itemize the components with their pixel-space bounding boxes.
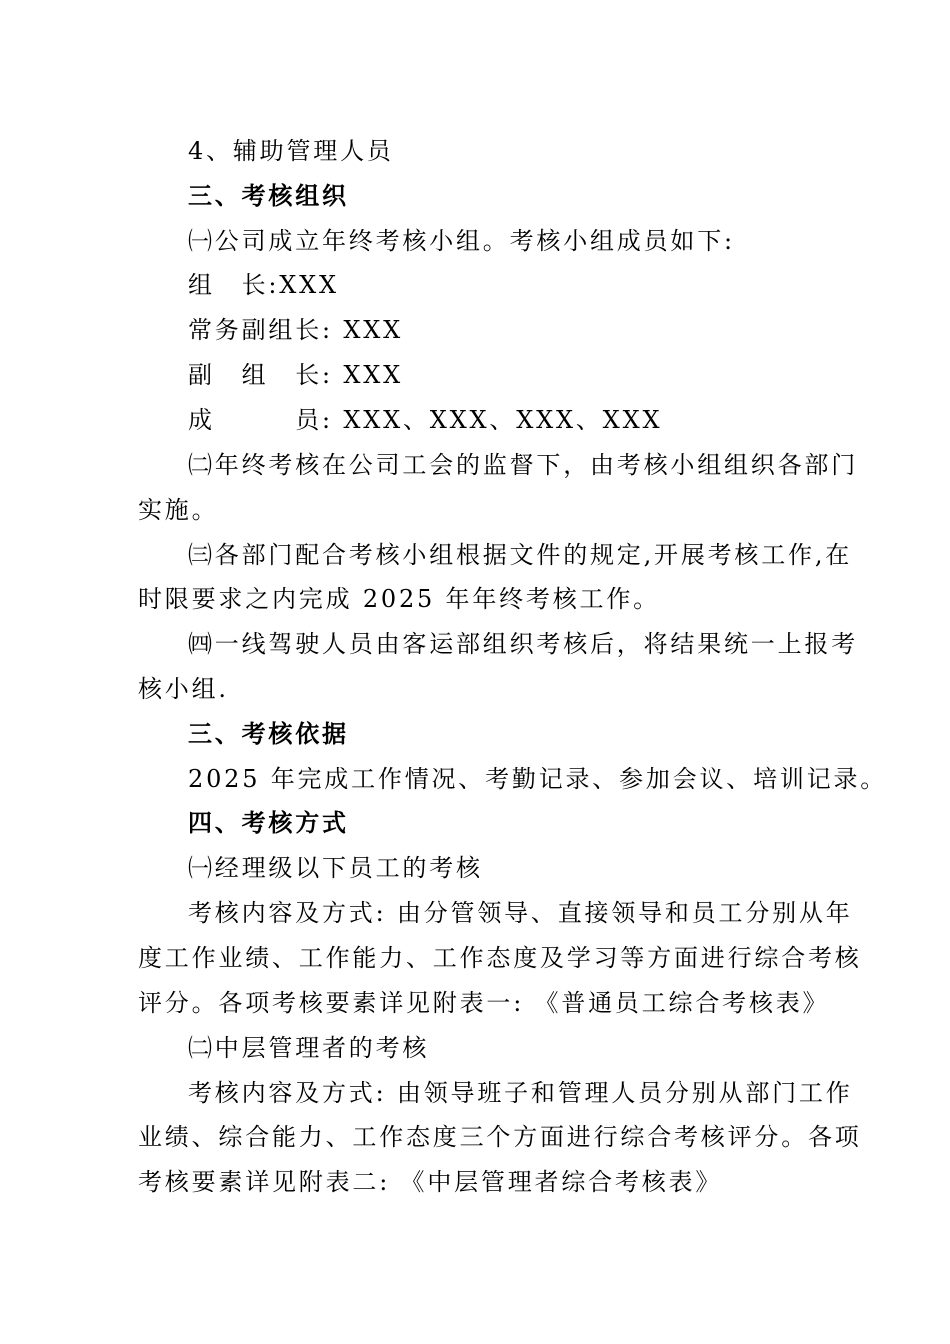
section-heading-organization: 三、考核组织 — [188, 181, 349, 210]
paragraph-departments-cont: 时限要求之内完成 2025 年年终考核工作。 — [138, 585, 660, 613]
subheading-middle-manager-assessment: ㈡中层管理者的考核 — [188, 1034, 430, 1062]
paragraph-supervision-cont: 实施。 — [138, 496, 219, 524]
paragraph-basis: 2025 年完成工作情况、考勤记录、参加会议、培训记录。 — [188, 765, 888, 793]
member-members: 成 员: XXX、XXX、XXX、XXX — [188, 406, 663, 434]
paragraph-staff-method-cont1: 度工作业绩、工作能力、工作态度及学习等方面进行综合考核 — [138, 944, 862, 972]
member-leader: 组 长:XXX — [188, 271, 339, 299]
paragraph-group-established: ㈠公司成立年终考核小组。考核小组成员如下: — [188, 227, 735, 255]
paragraph-staff-method: 考核内容及方式: 由分管领导、直接领导和员工分别从年 — [188, 899, 853, 927]
paragraph-manager-method-cont2: 考核要素详见附表二: 《中层管理者综合考核表》 — [138, 1168, 723, 1196]
paragraph-supervision: ㈡年终考核在公司工会的监督下，由考核小组组织各部门 — [188, 451, 858, 479]
paragraph-staff-method-cont2: 评分。各项考核要素详见附表一: 《普通员工综合考核表》 — [138, 989, 830, 1017]
paragraph-manager-method-cont1: 业绩、综合能力、工作态度三个方面进行综合考核评分。各项 — [138, 1123, 862, 1151]
member-deputy: 副 组 长: XXX — [188, 361, 403, 389]
paragraph-departments: ㈢各部门配合考核小组根据文件的规定,开展考核工作,在 — [188, 541, 853, 569]
paragraph-manager-method: 考核内容及方式: 由领导班子和管理人员分别从部门工作 — [188, 1079, 853, 1107]
section-heading-method: 四、考核方式 — [188, 808, 349, 837]
paragraph-drivers: ㈣一线驾驶人员由客运部组织考核后，将结果统一上报考 — [188, 630, 858, 658]
paragraph-drivers-cont: 核小组. — [138, 675, 229, 703]
list-item-auxiliary-staff: 4、辅助管理人员 — [188, 137, 394, 165]
section-heading-basis: 三、考核依据 — [188, 719, 349, 748]
member-executive-deputy: 常务副组长: XXX — [188, 316, 403, 344]
subheading-staff-assessment: ㈠经理级以下员工的考核 — [188, 854, 483, 882]
